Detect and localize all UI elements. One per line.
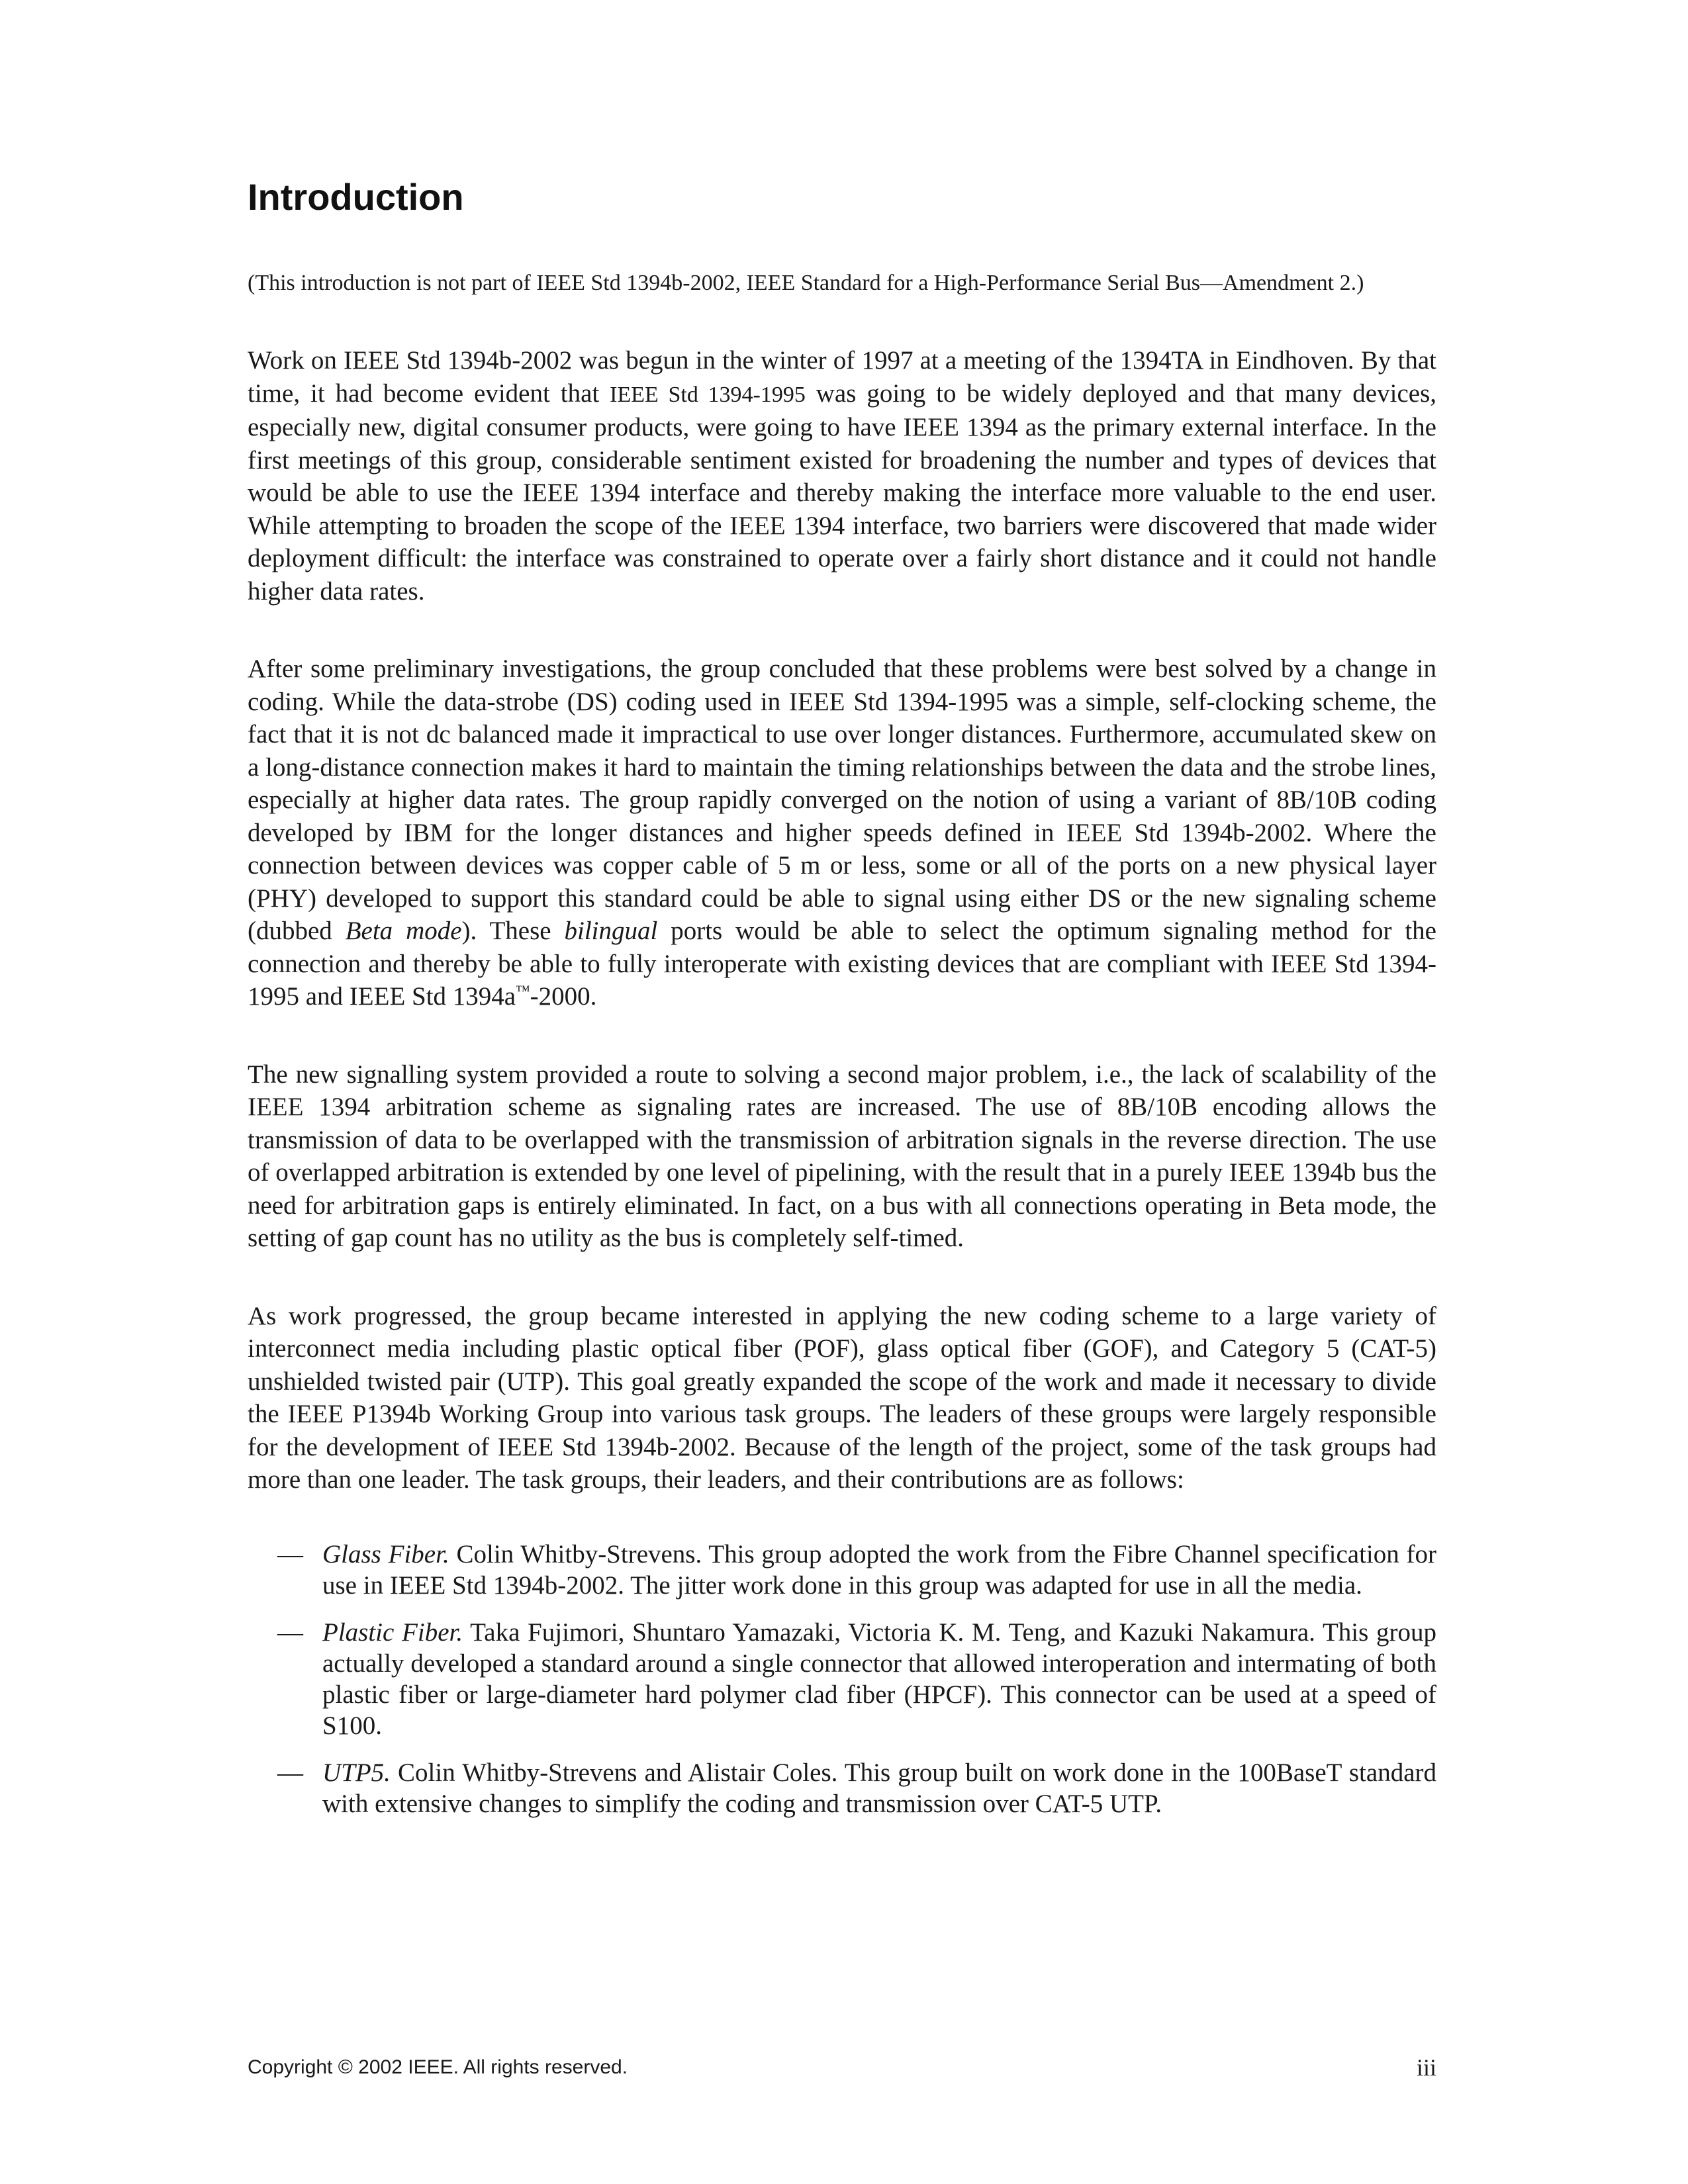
list-item-text: Colin Whitby-Strevens. This group adopted the work from the Fibre Channel specification for use in IEEE Std 1394b-2002. The jitter work done in this group was adapted for use in all the media.	[322, 1539, 1436, 1600]
page-number: iii	[1416, 2054, 1436, 2081]
page-footer	[248, 2054, 1436, 2081]
copyright-notice: Copyright © 2002 IEEE. All rights reserved.	[248, 2056, 628, 2078]
list-item-glass-fiber	[248, 1539, 1436, 1601]
paragraph-2-text-c: ports would be able to select the optimum signaling method for the connection and thereby be able to fully interoperate with existing devices that are compliant with IEEE Std 1394-1995 and IEEE Std 1394a	[248, 917, 1436, 1011]
list-item-title: UTP5.	[322, 1758, 391, 1787]
list-dash: —	[277, 1617, 303, 1647]
list-dash: —	[277, 1539, 303, 1569]
bilingual-term: bilingual	[564, 917, 658, 945]
std-reference: IEEE Std 1394-1995	[610, 382, 806, 407]
intro-note: (This introduction is not part of IEEE Std 1394b-2002, IEEE Standard for a High-Performance Serial Bus—Amendment 2.)	[248, 271, 1364, 295]
list-item-text: Taka Fujimori, Shuntaro Yamazaki, Victoria K. M. Teng, and Kazuki Nakamura. This group actually developed a standard around a single connector that allowed interoperation and intermating of both plastic fiber or large-diameter hard polymer clad fiber (HPCF). This connector can be used at a speed of S100.	[322, 1617, 1436, 1740]
paragraph-1	[248, 344, 1436, 608]
list-item-plastic-fiber	[248, 1617, 1436, 1741]
list-item-title: Plastic Fiber.	[322, 1617, 463, 1647]
beta-mode-term: Beta mode	[345, 917, 462, 945]
trademark-symbol: ™	[516, 982, 530, 999]
page-title: Introduction	[248, 176, 464, 218]
paragraph-2-text-d: -2000.	[530, 982, 597, 1011]
page-body	[248, 176, 1436, 1835]
paragraph-1-text-b: was going to be widely deployed and that many devices, especially new, digital consumer products, were going to have IEEE 1394 as the primary external interface. In the first meetings of this group, considerable sentiment existed for broadening the number and types of devices that would be able to use the IEEE 1394 interface and thereby making the interface more valuable to the end user. While attempting to broaden the scope of the IEEE 1394 interface, two barriers were discovered that made wider deployment difficult: the interface was constrained to operate over a fairly short distance and it could not handle higher data rates.	[248, 379, 1436, 606]
paragraph-1-text-a: Work on IEEE Std 1394b-2002 was begun in the winter of 1997 at a meeting of the 1394TA in Eindhoven. By that time, it had become evident that	[248, 346, 1436, 408]
task-group-list	[248, 1539, 1436, 1819]
list-item-utp5	[248, 1757, 1436, 1819]
list-item-text: Colin Whitby-Strevens and Alistair Coles. This group built on work done in the 100BaseT standard with extensive changes to simplify the coding and transmission over CAT-5 UTP.	[322, 1758, 1436, 1818]
paragraph-2-text-a: After some preliminary investigations, the group concluded that these problems were best solved by a change in coding. While the data-strobe (DS) coding used in IEEE Std 1394-1995 was a simple, self-clocking scheme, the fact that it is not dc balanced made it impractical to use over longer distances. Furthermore, accumulated skew on a long-distance connection makes it hard to maintain the timing relationships between the data and the strobe lines, especially at higher data rates. The group rapidly converged on the notion of using a variant of 8B/10B coding developed by IBM for the longer distances and higher speeds defined in IEEE Std 1394b-2002. Where the connection between devices was copper cable of 5 m or less, some or all of the ports on a new physical layer (PHY) developed to support this standard could be able to signal using either DS or the new signaling scheme (dubbed	[248, 655, 1436, 945]
paragraph-2-text-b: ). These	[461, 917, 565, 945]
list-item-title: Glass Fiber.	[322, 1539, 449, 1569]
list-dash: —	[277, 1758, 303, 1787]
paragraph-3: The new signalling system provided a route to solving a second major problem, i.e., the lack of scalability of the IEEE 1394 arbitration scheme as signaling rates are increased. The use of 8B/10B encoding allows the transmission of data to be overlapped with the transmission of arbitration signals in the reverse direction. The use of overlapped arbitration is extended by one level of pipelining, with the result that in a purely IEEE 1394b bus the need for arbitration gaps is entirely eliminated. In fact, on a bus with all connections operating in Beta mode, the setting of gap count has no utility as the bus is completely self-timed.	[248, 1060, 1436, 1252]
paragraph-2	[248, 653, 1436, 1013]
paragraph-4: As work progressed, the group became interested in applying the new coding scheme to a large variety of interconnect media including plastic optical fiber (POF), glass optical fiber (GOF), and Category 5 (CAT-5) unshielded twisted pair (UTP). This goal greatly expanded the scope of the work and made it necessary to divide the IEEE P1394b Working Group into various task groups. The leaders of these groups were largely responsible for the development of IEEE Std 1394b-2002. Because of the length of the project, some of the task groups had more than one leader. The task groups, their leaders, and their contributions are as follows:	[248, 1301, 1436, 1494]
